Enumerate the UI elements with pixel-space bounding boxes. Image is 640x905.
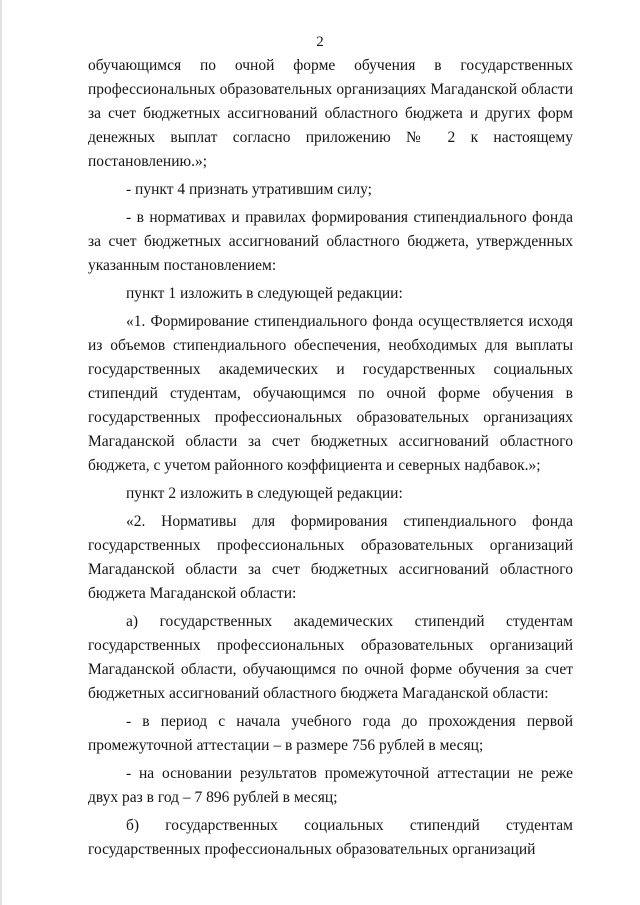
paragraph-subitem-a: а) государственных академических стипендий студентам государственных профессиональных образовательных организаций Магаданской области, обучающимся по очной форме обучения за счет бюджетных ассигнований областного бюджета Магаданской области: [88,613,573,702]
paragraph-item-2-intro: пункт 2 изложить в следующей редакции: [126,485,403,502]
page-number: 2 [316,34,324,50]
paragraph-item-4-repealed: - пункт 4 признать утратившим силу; [126,181,372,198]
paragraph-subitem-b: б) государственных социальных стипендий студентам государственных профессиональных образовательных организаций [88,817,573,858]
paragraph-attestation-rate: - на основании результатов промежуточной аттестации не реже двух раз в год – 7 896 рублей в месяц; [88,765,573,806]
paragraph-item-1-text: «1. Формирование стипендиального фонда осуществляется исходя из объемов стипендиального обеспечения, необходимых для выплаты государственных академических и государственных социальных стипендий студентам, обучающимся по очной форме обучения в государственных профессиональных образовательных организациях Магаданской области за счет бюджетных ассигнований областного бюджета, с учетом районного коэффициента и северных надбавок.»; [88,313,573,474]
paragraph-item-1-intro: пункт 1 изложить в следующей редакции: [126,285,403,302]
paragraph-item-2-text: «2. Нормативы для формирования стипендиального фонда государственных профессиональных образовательных организаций Магаданской области за счет бюджетных ассигнований областного бюджета Магаданской области: [88,513,573,602]
paragraph-continuation: обучающимся по очной форме обучения в государственных профессиональных образовательных организациях Магаданской области за счет бюджетных ассигнований областного бюджета и других форм денежных выплат согласно приложению № 2 к настоящему постановлению.»; [88,57,573,170]
paragraph-first-period-rate: - в период с начала учебного года до прохождения первой промежуточной аттестации – в размере 756 рублей в месяц; [88,713,573,754]
document-body [88,54,573,862]
scan-edge [0,0,2,905]
paragraph-norms-amendments: - в нормативах и правилах формирования стипендиального фонда за счет бюджетных ассигнований областного бюджета, утвержденных указанным постановлением: [88,209,573,274]
